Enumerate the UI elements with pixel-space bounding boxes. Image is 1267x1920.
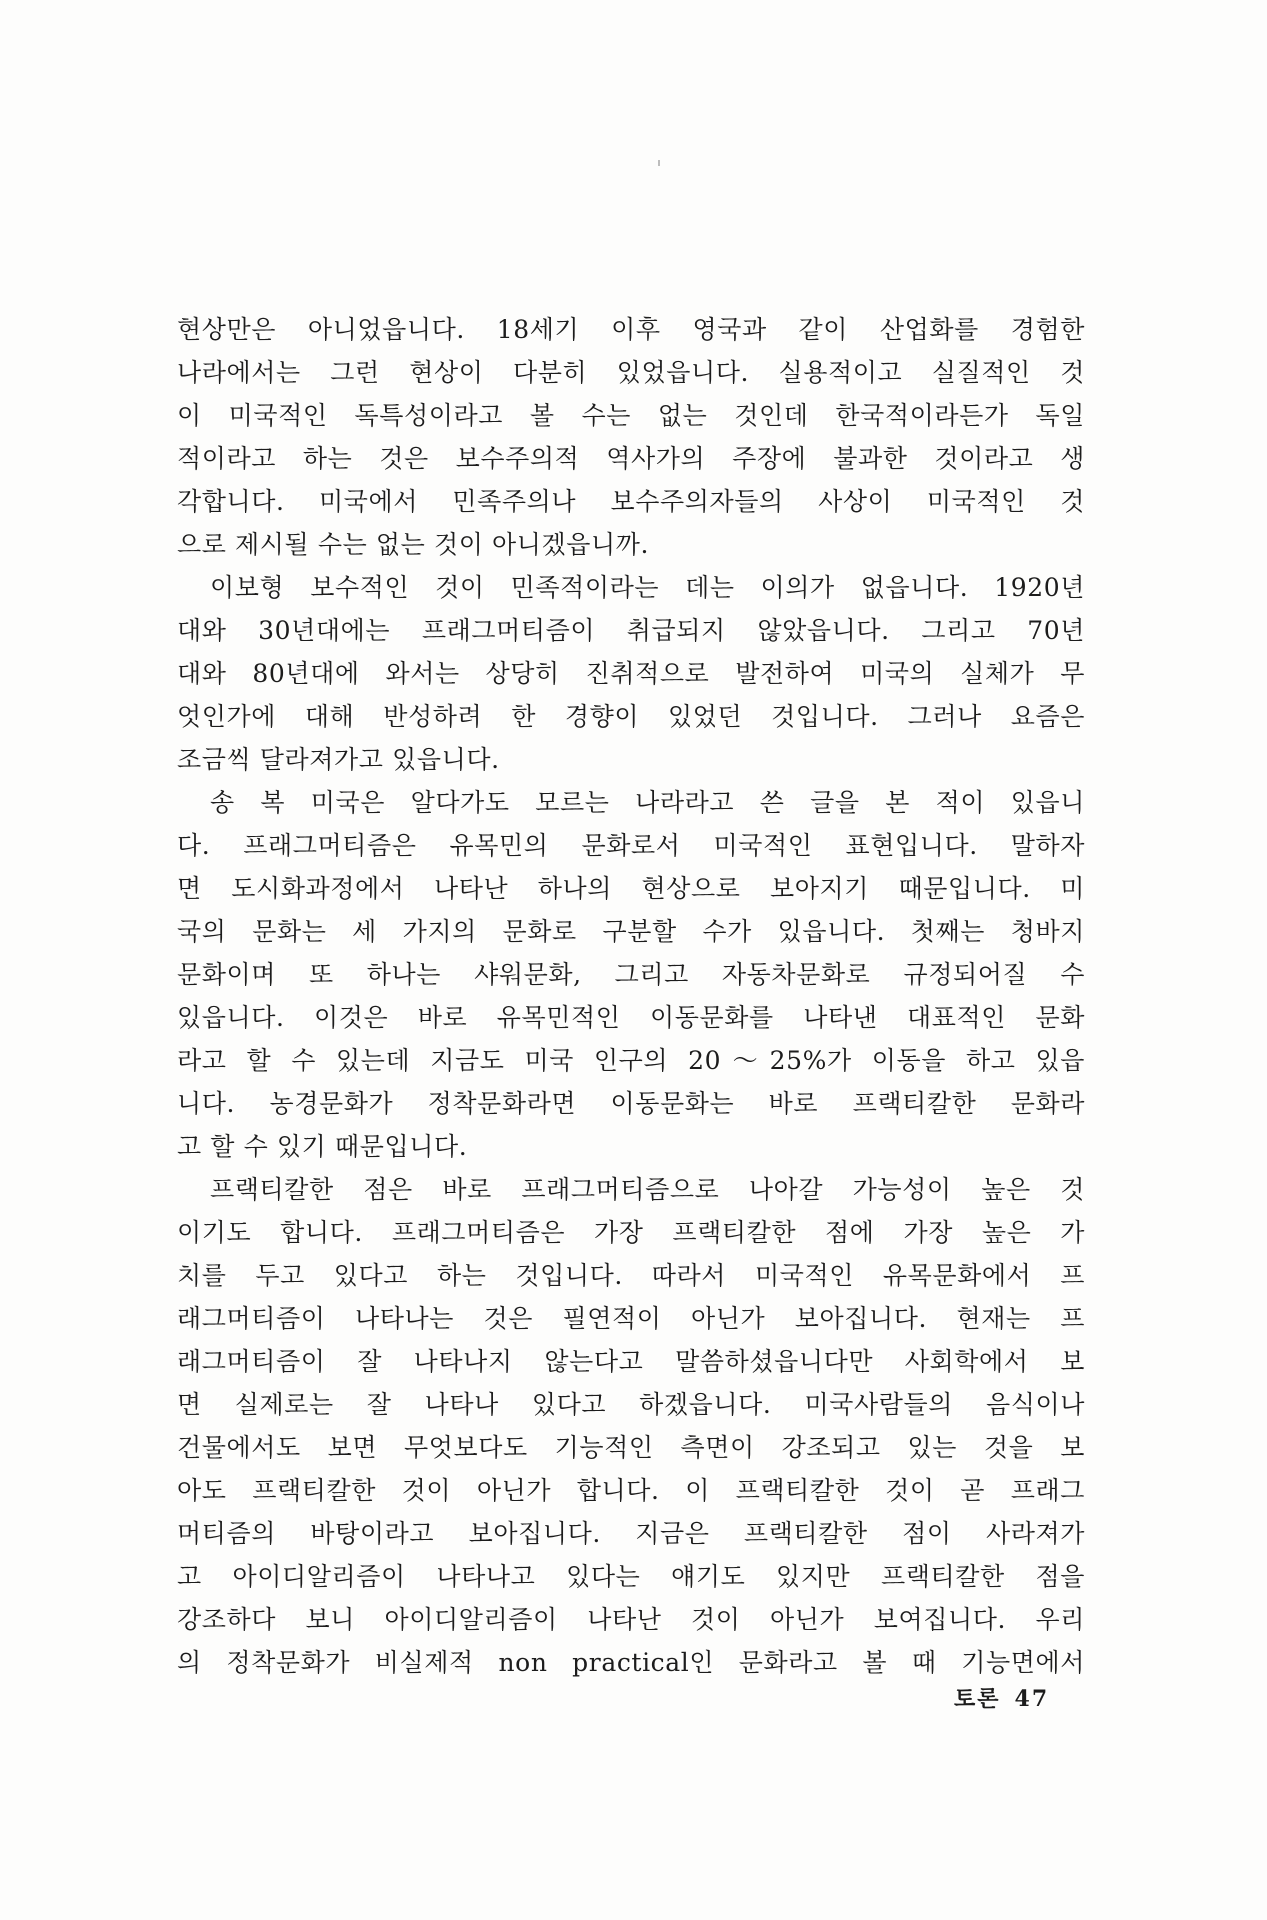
text-line: 엇인가에 대해 반성하려 한 경향이 있었던 것입니다. 그러나 요즘은: [177, 702, 1085, 731]
page-number: 47: [1014, 1686, 1050, 1712]
text-line: 대와 30년대에는 프래그머티즘이 취급되지 않았읍니다. 그리고 70년: [177, 616, 1085, 645]
text-line: 아도 프랙티칼한 것이 아닌가 합니다. 이 프랙티칼한 것이 곧 프래그: [177, 1476, 1085, 1505]
text-line: 라고 할 수 있는데 지금도 미국 인구의 20～25%가 이동을 하고 있읍: [177, 1046, 1085, 1075]
text-line: 대와 80년대에 와서는 상당히 진취적으로 발전하여 미국의 실체가 무: [177, 659, 1085, 688]
text-line: 문화이며 또 하나는 샤워문화, 그리고 자동차문화로 규정되어질 수: [177, 960, 1085, 989]
text-line: 래그머티즘이 나타나는 것은 필연적이 아닌가 보아집니다. 현재는 프: [177, 1304, 1085, 1333]
text-line: 이보형 보수적인 것이 민족적이라는 데는 이의가 없읍니다. 1920년: [210, 573, 1085, 602]
paragraph-4: [177, 1168, 1085, 1684]
page-footer: [954, 1682, 1049, 1713]
text-line: 현상만은 아니었읍니다. 18세기 이후 영국과 같이 산업화를 경험한: [177, 315, 1085, 344]
paragraph-1: [177, 308, 1085, 566]
text-line: 적이라고 하는 것은 보수주의적 역사가의 주장에 불과한 것이라고 생: [177, 444, 1085, 473]
text-line: 강조하다 보니 아이디알리즘이 나타난 것이 아닌가 보여집니다. 우리: [177, 1605, 1085, 1634]
text-line: 치를 두고 있다고 하는 것입니다. 따라서 미국적인 유목문화에서 프: [177, 1261, 1085, 1290]
text-line: 의 정착문화가 비실제적 non practical인 문화라고 볼 때 기능면에서: [177, 1648, 1085, 1677]
text-line: 송 복 미국은 알다가도 모르는 나라라고 쓴 글을 본 적이 있읍니: [210, 788, 1085, 817]
text-line: 각합니다. 미국에서 민족주의나 보수주의자들의 사상이 미국적인 것: [177, 487, 1085, 516]
paragraph-2: [177, 566, 1085, 781]
text-line: 면 도시화과정에서 나타난 하나의 현상으로 보아지기 때문입니다. 미: [177, 874, 1085, 903]
text-line: 면 실제로는 잘 나타나 있다고 하겠읍니다. 미국사람들의 음식이나: [177, 1390, 1085, 1419]
text-line: 니다. 농경문화가 정착문화라면 이동문화는 바로 프랙티칼한 문화라: [177, 1089, 1085, 1118]
text-line: 다. 프래그머티즘은 유목민의 문화로서 미국적인 표현입니다. 말하자: [177, 831, 1085, 860]
text-line: 건물에서도 보면 무엇보다도 기능적인 측면이 강조되고 있는 것을 보: [177, 1433, 1085, 1462]
text-line: 국의 문화는 세 가지의 문화로 구분할 수가 있읍니다. 첫째는 청바지: [177, 917, 1085, 946]
paragraph-3: [177, 781, 1085, 1168]
scan-speck: [658, 160, 660, 166]
text-line: 프랙티칼한 점은 바로 프래그머티즘으로 나아갈 가능성이 높은 것: [210, 1175, 1085, 1204]
body-text: [177, 308, 1085, 1684]
text-line: 이 미국적인 독특성이라고 볼 수는 없는 것인데 한국적이라든가 독일: [177, 401, 1085, 430]
text-line: 있읍니다. 이것은 바로 유목민적인 이동문화를 나타낸 대표적인 문화: [177, 1003, 1085, 1032]
text-line: 나라에서는 그런 현상이 다분히 있었읍니다. 실용적이고 실질적인 것: [177, 358, 1085, 387]
text-line: 이기도 합니다. 프래그머티즘은 가장 프랙티칼한 점에 가장 높은 가: [177, 1218, 1085, 1247]
text-line: 으로 제시될 수는 없는 것이 아니겠읍니까.: [177, 530, 650, 559]
text-line: 래그머티즘이 잘 나타나지 않는다고 말씀하셨읍니다만 사회학에서 보: [177, 1347, 1085, 1376]
section-label: 토론: [954, 1686, 1001, 1712]
text-line: 조금씩 달라져가고 있읍니다.: [177, 745, 500, 774]
text-line: 고 아이디알리즘이 나타나고 있다는 얘기도 있지만 프랙티칼한 점을: [177, 1562, 1085, 1591]
text-line: 고 할 수 있기 때문입니다.: [177, 1132, 468, 1161]
text-line: 머티즘의 바탕이라고 보아집니다. 지금은 프랙티칼한 점이 사라져가: [177, 1519, 1085, 1548]
